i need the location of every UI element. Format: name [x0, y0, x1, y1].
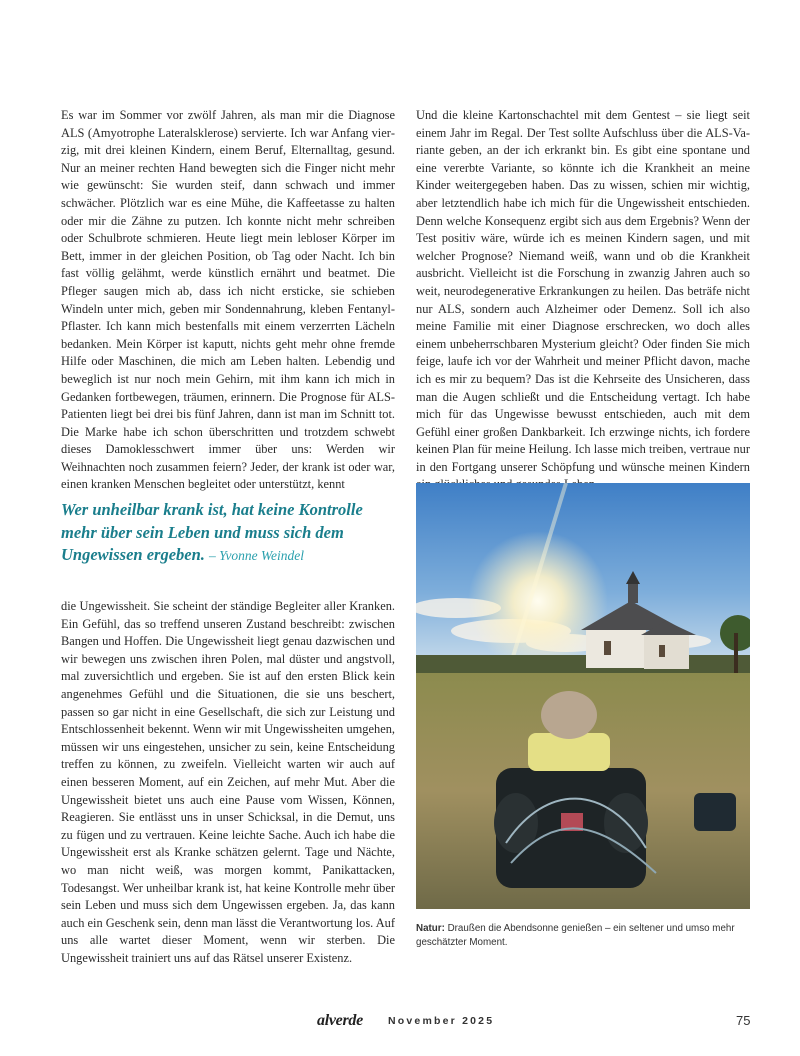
- photo-wheelchair-chapel: [416, 483, 750, 909]
- photo-caption-text: Draußen die Abendsonne genießen – ein seltener und umso mehr geschätzter Moment.: [416, 923, 735, 948]
- article-column-left-top: [61, 107, 395, 494]
- photo-caption: [416, 922, 750, 950]
- pull-quote-text: Wer unheilbar krank ist, hat keine Kontrolle mehr über sein Leben und muss sich dem Ungewissen ergeben.: [61, 500, 363, 564]
- page-footer: [0, 1012, 800, 1032]
- photo-caption-label: Natur:: [416, 923, 445, 934]
- pull-quote: [61, 499, 395, 568]
- article-paragraph: Es war im Sommer vor zwölf Jahren, als man mir die Diagnose ALS (Amyotrophe Lateralsklerose) servierte. Ich war Anfang vierzig, mit drei kleinen Kindern, einem Beruf, Elternalltag, gesund. Nur an meiner rechten Hand bewegten sich die Finger nicht mehr wie gewünscht: Sie wurden steif, dann schwach und immer schwächer. Plötzlich war es eine Mühe, die Kaffeetasse zu halten oder mir die Zähne zu putzen. Ich konnte nicht mehr schreiben oder Schulbrote schmieren. Heute liegt mein lebloser Körper im Bett, immer in der gleichen Position, ob Tag oder Nacht. Ich bin fast völlig gelähmt, werde künstlich ernährt und beatmet. Die Pfleger saugen mich ab, dass ich nicht ersticke, sie schieben Windeln unter mich, geben mir Sondennahrung, kleben Fentanyl-Pflaster. Ich kann mich bestenfalls mit einem verzerrten Lächeln bedanken. Mein Körper ist kaputt, nichts geht mehr ohne fremde Hilfe oder Maschinen, die mich am Leben halten. Lebendig und beweglich ist nur noch mein Gehirn, mit ihm kann ich mich in Gedanken fortbewegen, träumen, erinnern. Die Prognose für ALS-Patienten liegt bei drei bis fünf Jahren, dann ist man im Schnitt tot. Die Marke habe ich schon überschritten und trotzdem schwebt dieses Damoklesschwert immer über uns: Werden wir Weihnachten noch zusammen feiern? Jeder, der krank ist oder war, einen kranken Menschen begleitet oder unterstützt, kennt: [61, 108, 395, 492]
- magazine-logo: alverde: [317, 1012, 363, 1029]
- article-column-right-top: [416, 107, 750, 494]
- photo-treeline: [416, 655, 750, 675]
- photo-bag: [694, 793, 736, 831]
- article-paragraph: Und die kleine Kartonschachtel mit dem Gentest – sie liegt seit einem Jahr im Regal. Der Test sollte Aufschluss über die ALS-Variante geben, an der ich erkrankt bin. Es gibt eine spontane und eine vererbte Variante, so könnte ich die Krankheit an meine Kinder weitergegeben haben. Das zu wissen, schien mir wichtig, aber letztendlich habe ich mich für die Ungewissheit entschieden. Denn welche Konsequenz ergibt sich aus dem Ergebnis? Wenn der Test positiv wäre, würde ich es meinen Kindern sagen, und mit welcher Prognose? Niemand weiß, wann und ob die Krankheit ausbricht. Vielleicht ist die Forschung in zwanzig Jahren auch so weit, neurodegenerative Erkrankungen zu heilen. Das beträfe nicht nur ALS, sondern auch Alzheimer oder Demenz. Soll ich also meine Familie mit einer Diagnose erschrecken, wo doch alles einem unbeherrschbaren Mysterium gleicht? Oder finden Sie mich feige, laufe ich vor der Wahrheit und meiner Pflicht davon, mache ich es mir zu bequem? Das ist die Kehrseite des Unsicheren, dass man die Augen schließt und die Entscheidung vertagt. Ich habe mich für das Ungewisse bewusst entschieden, auch mit dem Gefühl einer großen Dankbarkeit. Ich erzwinge nichts, ich fordere keinen Plan für meine Heilung. Ich lasse mich treiben, vertraue nur in den Fortgang unserer Schöpfung und wünsche meinen Kindern: [416, 108, 750, 474]
- article-column-left-bottom: [61, 598, 395, 967]
- article-paragraph: die Ungewissheit. Sie scheint der ständige Begleiter aller Kranken. Ein Gefühl, das so treffend unseren Zustand beschreibt: zwischen Bangen und Hoffen. Die Ungewissheit liegt genau dazwischen und wir bewegen uns zwischen ihren Polen, mal düster und angstvoll, mal zuversichtlich und ergeben. Sie ist auf den ersten Blick kein angenehmes Gefühl und die Situationen, die sie uns beschert, passen so gar nicht in eine Gesellschaft, die sich zur Leistung und Entschlossenheit bekennt. Wenn wir mit Ungewissheiten umgehen, müssen wir uns eingestehen, unsicher zu sein, keine Entscheidung treffen zu können, zu zweifeln. Vielleicht warten wir auch auf einen besseren Moment, auf ein Zeichen, auf mehr Mut. Aber die Ungewissheit bietet uns auch eine Pause vom Wissen, Können, Reagieren. Sie entlässt uns in unser Schicksal, in die Demut, uns zu fügen und zu vertrauen. Keine leichte Sache. Auch ich habe die Ungewissheit erst als Kranke schätzen gelernt. Tage und Nächte, wo man nicht weiß, was morgen kommt, Panikattacken, Todesangst. Wer unheilbar krank ist, hat keine Kontrolle mehr über sein Leben und muss sich dem Ungewissen ergeben. Ja, das kann auch ein Geschenk sein, denn man lässt die Verantwortung los. Auf uns alle wartet dieser Moment, wenn wir sterben. Die Ungewissheit trainiert uns auf das Rätsel unserer Existenz.: [61, 599, 395, 965]
- issue-date: November 2025: [388, 1015, 495, 1027]
- pull-quote-author: – Yvonne Weindel: [209, 548, 305, 563]
- page-number: 75: [736, 1013, 751, 1028]
